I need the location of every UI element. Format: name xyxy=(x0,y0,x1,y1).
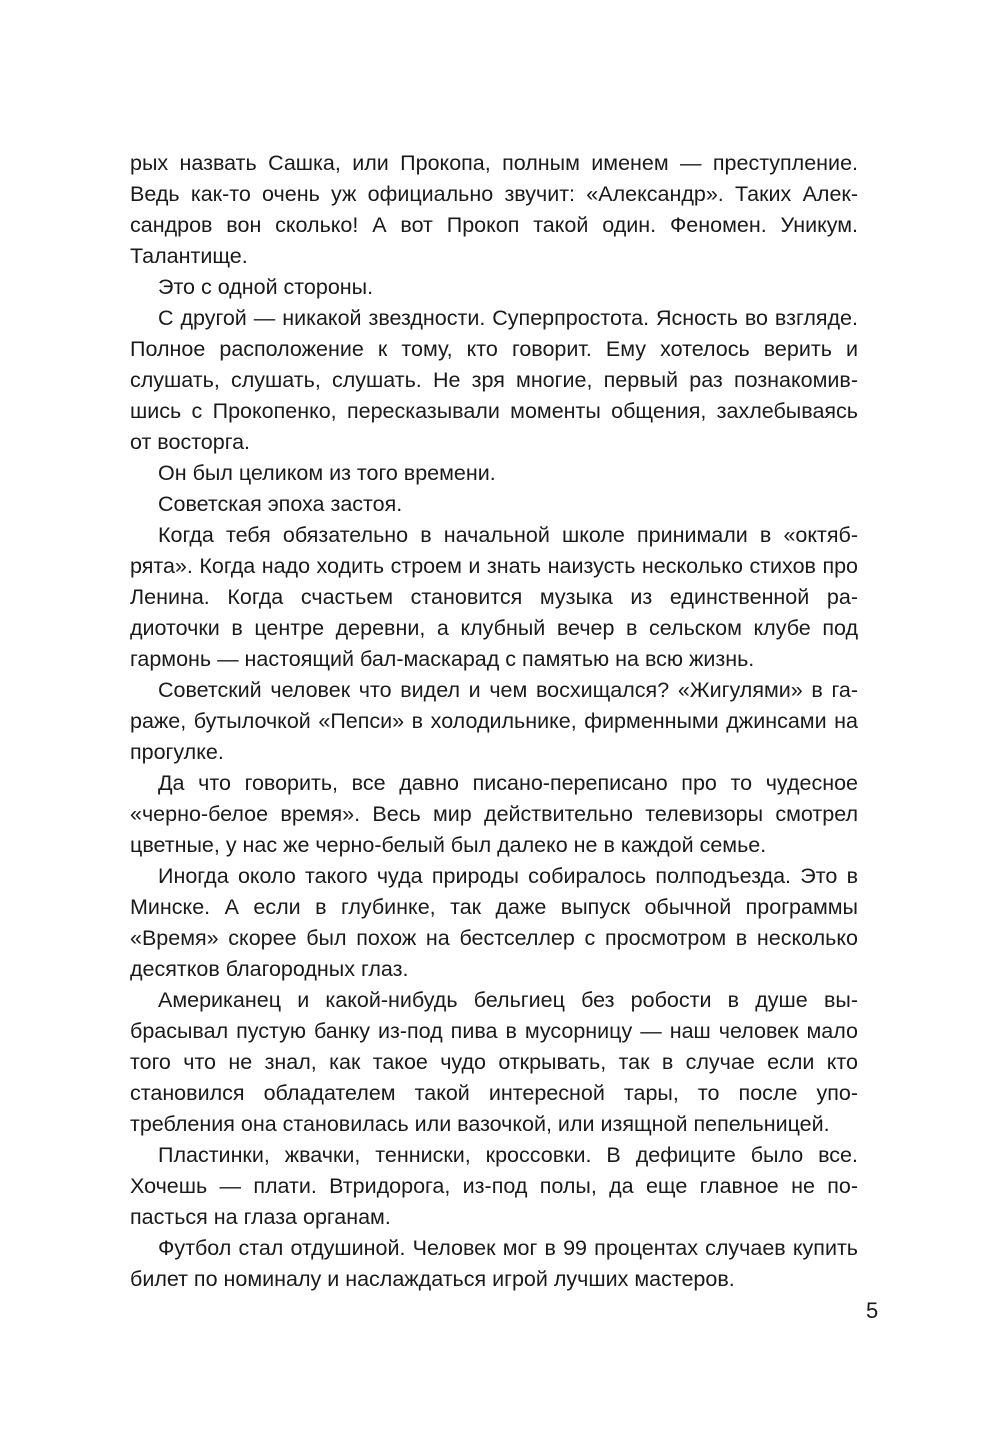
paragraph: Советский человек что видел и чем восхищался? «Жигулями» в гараже, бутылочкой «Пепси» в холодильнике, фирменными джинсами на прогулке. xyxy=(130,678,858,764)
paragraph: Американец и какой-нибудь бельгиец без робости в душе выбрасывал пустую банку из-под пива в мусорницу — наш человек мало того что не знал, как такое чудо открывать, так в случае если кто становился обладателем такой интересной тары, то после употребления она становилась или вазочкой, или изящной пепельницей. xyxy=(130,988,858,1136)
paragraph: Советская эпоха застоя. xyxy=(158,492,403,516)
paragraph: Да что говорить, все давно писано-переписано про то чудесное «черно-белое время». Весь мир действительно телевизоры смотрел цветные, у нас же черно-белый был далеко не в каждой семье. xyxy=(130,771,858,857)
paragraph: рых назвать Сашка, или Прокопа, полным именем — преступление. Ведь как-то очень уж официально звучит: «Александр». Таких Александров вон сколько! А вот Прокоп такой один. Феномен. Уникум. Талантище. xyxy=(130,151,858,268)
paragraph: Пластинки, жвачки, тенниски, кроссовки. В дефиците было все. Хочешь — плати. Втридорога, из-под полы, да еще главное не попасться на глаза органам. xyxy=(130,1143,858,1229)
paragraph: Это с одной стороны. xyxy=(158,275,374,299)
paragraph: Когда тебя обязательно в начальной школе принимали в «октябрята». Когда надо ходить строем и знать наизусть несколько стихов про Ленина. Когда счастьем становится музыка из единственной радиоточки в центре деревни, а клубный вечер в сельском клубе под гармонь — настоящий бал-маскарад с памятью на всю жизнь. xyxy=(130,523,858,671)
page-number: 5 xyxy=(866,1298,879,1323)
body-text xyxy=(130,148,858,1295)
paragraph: С другой — никакой звездности. Суперпростота. Ясность во взгляде. Полное расположение к тому, кто говорит. Ему хотелось верить и слушать, слушать, слушать. Не зря многие, первый раз познакомившись с Прокопенко, пересказывали моменты общения, захлебываясь от восторга. xyxy=(130,306,858,454)
paragraph: Иногда около такого чуда природы собиралось полподъезда. Это в Минске. А если в глубинке, так даже выпуск обычной программы «Время» скорее был похож на бестселлер с просмотром в несколько десятков благородных глаз. xyxy=(130,864,858,981)
paragraph: Он был целиком из того времени. xyxy=(158,461,496,485)
paragraph: Футбол стал отдушиной. Человек мог в 99 процентах случаев купить билет по номиналу и наслаждаться игрой лучших мастеров. xyxy=(130,1236,858,1291)
